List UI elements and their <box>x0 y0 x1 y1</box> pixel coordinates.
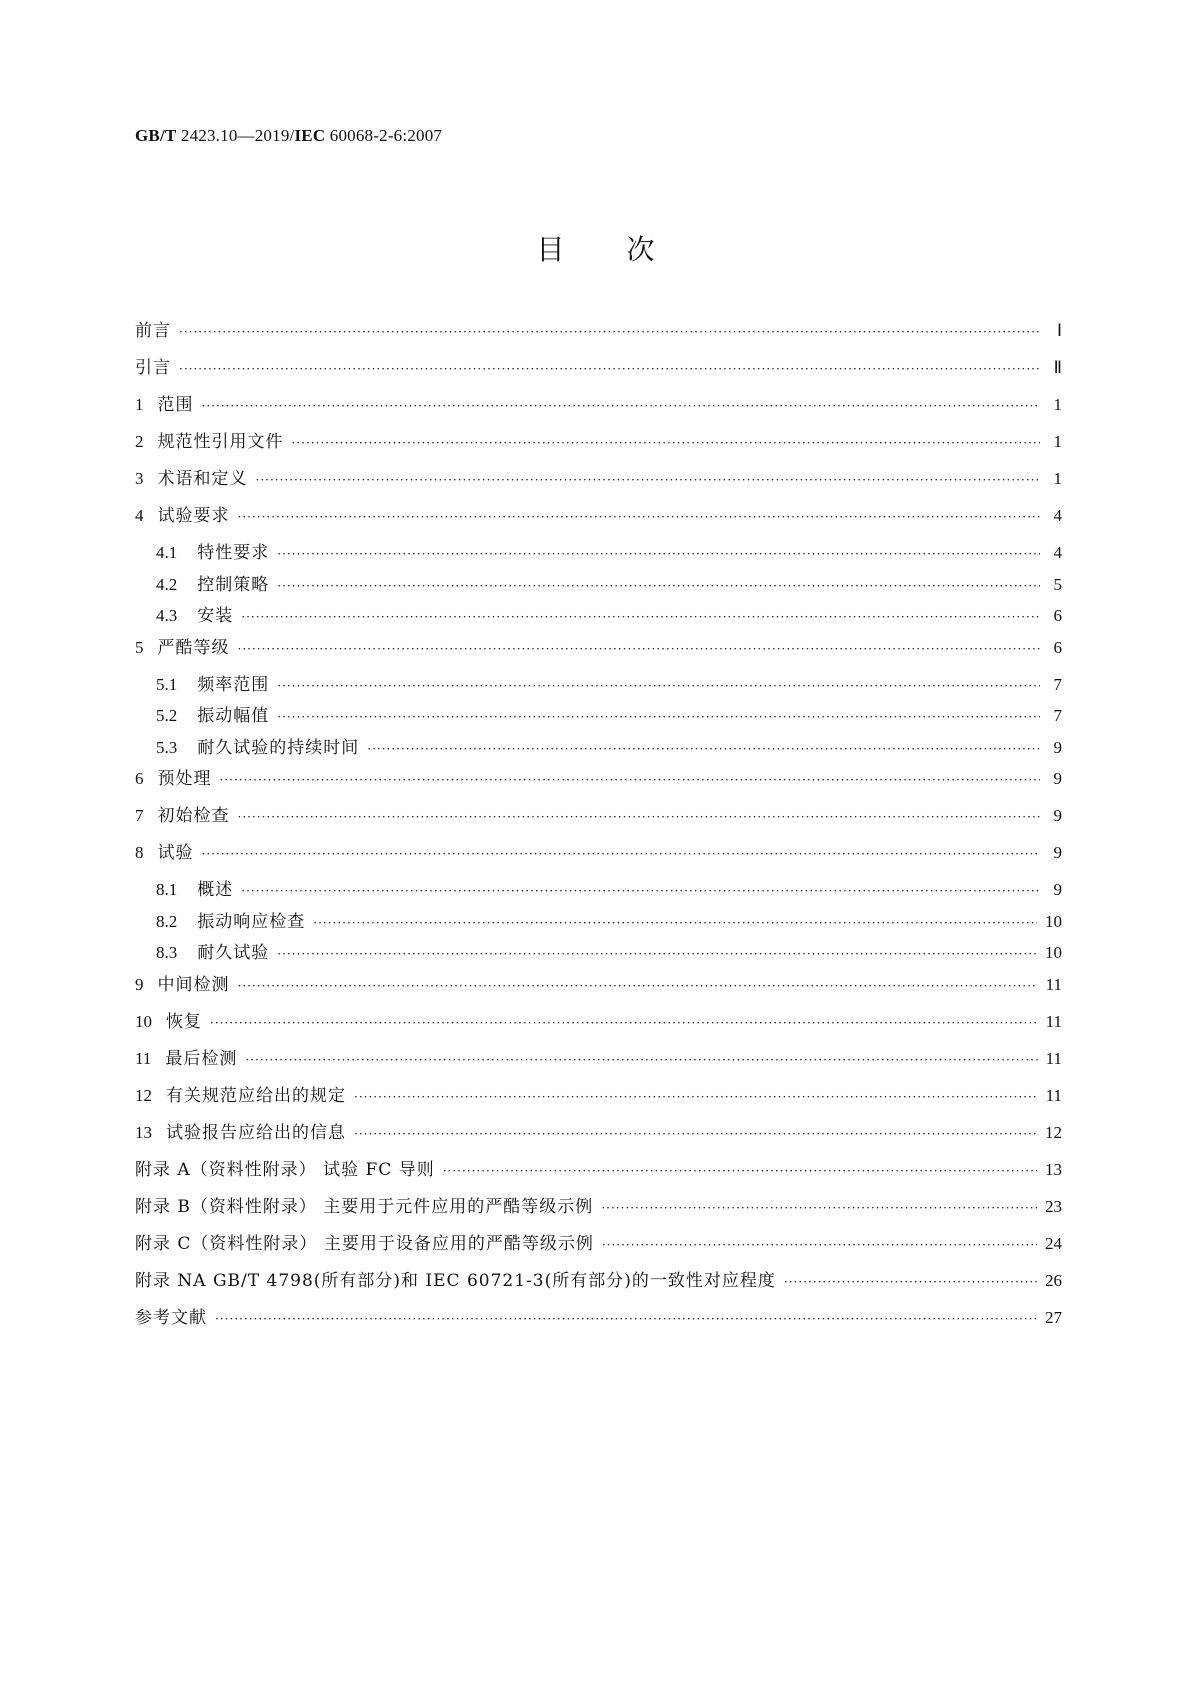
toc-entry-title: 前言 <box>135 321 171 341</box>
toc-entry-page: 10 <box>1045 943 1062 962</box>
toc-entry-page: 12 <box>1045 1122 1062 1142</box>
dot-leader <box>277 947 1037 961</box>
dot-leader <box>367 742 1040 756</box>
dot-leader <box>179 362 1040 376</box>
toc-entry-title: 试验 <box>157 843 194 863</box>
dot-leader <box>256 473 1041 487</box>
toc-entry-title: 频率范围 <box>197 674 270 695</box>
toc-entry[interactable] <box>135 1044 1062 1081</box>
toc-entry-number: 4.3 <box>156 606 178 625</box>
toc-entry-title: 附录 NA GB/T 4798(所有部分)和 IEC 60721-3(所有部分)的一致性对应程度 <box>135 1270 776 1291</box>
toc-entry-number: 5.3 <box>156 737 178 757</box>
dot-leader <box>292 436 1041 450</box>
toc-entry[interactable] <box>135 633 1062 670</box>
toc-entry-number: 1 <box>135 395 144 414</box>
standard-prefix: GB/T <box>135 126 177 145</box>
toc-entry-title: 最后检测 <box>165 1048 238 1069</box>
toc-entry-title: 附录 C（资料性附录） 主要用于设备应用的严酷等级示例 <box>135 1233 594 1254</box>
toc-entry-page: 9 <box>1053 843 1062 862</box>
dot-leader <box>354 1090 1038 1104</box>
toc-entry[interactable] <box>135 733 1062 765</box>
toc-entry-title: 参考文献 <box>135 1307 207 1328</box>
toc-entry-number: 2 <box>135 432 144 451</box>
toc-entry[interactable] <box>135 427 1062 464</box>
toc-entry[interactable] <box>135 1303 1062 1340</box>
toc-entry[interactable] <box>135 390 1062 427</box>
iec-number: 60068-2-6:2007 <box>325 126 443 145</box>
toc-entry[interactable] <box>135 838 1062 875</box>
dot-leader <box>241 610 1040 624</box>
toc-entry-title: 控制策略 <box>197 574 270 595</box>
dot-leader <box>277 679 1040 693</box>
toc-entry-number: 7 <box>135 806 144 825</box>
toc-entry[interactable] <box>135 1081 1062 1118</box>
toc-entry[interactable] <box>135 701 1062 733</box>
dot-leader <box>220 773 1041 787</box>
toc-entry-number: 8.2 <box>156 911 178 931</box>
toc-entry-page: 9 <box>1053 880 1062 899</box>
toc-entry-title: 耐久试验的持续时间 <box>197 737 360 758</box>
toc-entry[interactable] <box>135 970 1062 1007</box>
toc-entry-title: 振动幅值 <box>197 706 270 726</box>
dot-leader <box>277 547 1040 561</box>
toc-entry[interactable] <box>135 764 1062 801</box>
toc-entry-page: 1 <box>1053 432 1062 451</box>
toc-entry-page: 7 <box>1053 674 1062 694</box>
dot-leader <box>443 1164 1037 1178</box>
toc-entry-page: 9 <box>1053 769 1062 788</box>
toc-entry[interactable] <box>135 670 1062 702</box>
toc-entry-title: 严酷等级 <box>157 637 230 658</box>
dot-leader <box>354 1127 1037 1141</box>
dot-leader <box>215 1312 1037 1326</box>
toc-entry[interactable] <box>135 1155 1062 1192</box>
toc-entry-page: 23 <box>1045 1196 1062 1216</box>
standard-code-header <box>135 126 442 146</box>
toc-entry-number: 8.3 <box>156 943 178 962</box>
toc-entry-number: 11 <box>135 1048 152 1068</box>
toc-entry-number: 5.1 <box>156 674 178 694</box>
toc-entry[interactable] <box>135 316 1062 353</box>
toc-entry-page: 11 <box>1045 1085 1062 1105</box>
toc-entry-title: 附录 A（资料性附录） 试验 FC 导则 <box>135 1159 435 1180</box>
dot-leader <box>313 916 1037 930</box>
toc-entry-number: 9 <box>135 974 144 994</box>
toc-entry-title: 恢复 <box>166 1011 202 1032</box>
dot-leader <box>179 325 1040 339</box>
toc-entry-page: 24 <box>1045 1233 1062 1253</box>
toc-entry-number: 12 <box>135 1085 152 1105</box>
toc-entry-number: 4 <box>135 506 144 525</box>
toc-entry-title: 范围 <box>157 395 194 415</box>
toc-entry-page: 11 <box>1045 974 1062 994</box>
toc-entry-page: 10 <box>1045 911 1062 931</box>
toc-entry-title: 安装 <box>197 606 234 626</box>
toc-entry-title: 术语和定义 <box>157 469 248 489</box>
toc-entry[interactable] <box>135 1229 1062 1266</box>
iec-prefix: IEC <box>294 126 326 145</box>
toc-entry-number: 10 <box>135 1011 152 1031</box>
toc-entry-title: 有关规范应给出的规定 <box>166 1085 346 1106</box>
toc-entry[interactable] <box>135 464 1062 501</box>
toc-entry-title: 概述 <box>197 880 234 900</box>
toc-entry-title: 规范性引用文件 <box>157 432 284 452</box>
dot-leader <box>238 642 1041 656</box>
dot-leader <box>238 810 1041 824</box>
toc-entry-number: 13 <box>135 1122 152 1142</box>
toc-entry[interactable] <box>135 353 1062 390</box>
toc-entry[interactable] <box>135 570 1062 602</box>
toc-entry-number: 8 <box>135 843 144 862</box>
dot-leader <box>784 1275 1037 1289</box>
toc-entry[interactable] <box>135 938 1062 970</box>
toc-entry[interactable] <box>135 601 1062 633</box>
dot-leader <box>202 399 1041 413</box>
toc-entry-title: 耐久试验 <box>197 943 270 963</box>
standard-number: 2423.10—2019/ <box>176 126 295 145</box>
dot-leader <box>238 510 1041 524</box>
dot-leader <box>277 579 1040 593</box>
toc-entry-page: 5 <box>1053 574 1062 594</box>
toc-entry-title: 中间检测 <box>157 974 230 995</box>
toc-entry-page: 11 <box>1045 1048 1062 1068</box>
toc-entry-page: 4 <box>1053 506 1062 525</box>
toc-entry-title: 振动响应检查 <box>197 911 306 932</box>
dot-leader <box>241 884 1040 898</box>
dot-leader <box>602 1238 1037 1252</box>
toc-entry[interactable] <box>135 907 1062 939</box>
table-of-contents <box>135 316 1062 1340</box>
toc-entry-page: 26 <box>1045 1270 1062 1290</box>
toc-entry[interactable] <box>135 801 1062 838</box>
toc-entry[interactable] <box>135 1007 1062 1044</box>
toc-entry-number: 5.2 <box>156 706 178 725</box>
toc-entry-number: 5 <box>135 637 144 657</box>
toc-entry-title: 预处理 <box>157 769 212 789</box>
toc-entry[interactable] <box>135 1118 1062 1155</box>
toc-entry-page: 6 <box>1053 606 1062 625</box>
toc-entry-title: 试验报告应给出的信息 <box>166 1122 346 1143</box>
toc-entry-page: 6 <box>1053 637 1062 657</box>
dot-leader <box>238 979 1038 993</box>
toc-entry-page: 9 <box>1053 737 1062 757</box>
page-title: 目次 <box>536 233 717 266</box>
toc-entry[interactable] <box>135 1266 1062 1303</box>
toc-entry[interactable] <box>135 1192 1062 1229</box>
toc-entry-page: 1 <box>1053 469 1062 488</box>
toc-entry-title: 试验要求 <box>157 506 230 526</box>
toc-entry[interactable] <box>135 538 1062 570</box>
toc-entry-page: Ⅰ <box>1056 321 1062 340</box>
dot-leader <box>601 1201 1037 1215</box>
toc-entry-page: Ⅱ <box>1053 358 1062 377</box>
toc-entry-title: 初始检查 <box>157 806 230 826</box>
toc-entry-number: 8.1 <box>156 880 178 899</box>
dot-leader <box>277 710 1040 724</box>
toc-entry[interactable] <box>135 501 1062 538</box>
toc-entry-number: 4.2 <box>156 574 178 594</box>
toc-entry-number: 6 <box>135 769 144 788</box>
toc-entry-page: 13 <box>1045 1159 1062 1179</box>
toc-entry-title: 附录 B（资料性附录） 主要用于元件应用的严酷等级示例 <box>135 1196 594 1217</box>
toc-entry-page: 1 <box>1053 395 1062 414</box>
toc-entry-page: 4 <box>1053 543 1062 562</box>
toc-entry-number: 4.1 <box>156 543 178 562</box>
toc-entry-page: 9 <box>1053 806 1062 825</box>
toc-entry-title: 特性要求 <box>197 543 270 563</box>
toc-entry-number: 3 <box>135 469 144 488</box>
toc-entry-page: 11 <box>1045 1011 1062 1031</box>
toc-entry-page: 7 <box>1053 706 1062 725</box>
dot-leader <box>245 1053 1037 1067</box>
toc-entry-title: 引言 <box>135 358 171 378</box>
dot-leader <box>202 847 1041 861</box>
dot-leader <box>210 1016 1038 1030</box>
toc-entry-page: 27 <box>1045 1307 1062 1327</box>
toc-entry[interactable] <box>135 875 1062 907</box>
